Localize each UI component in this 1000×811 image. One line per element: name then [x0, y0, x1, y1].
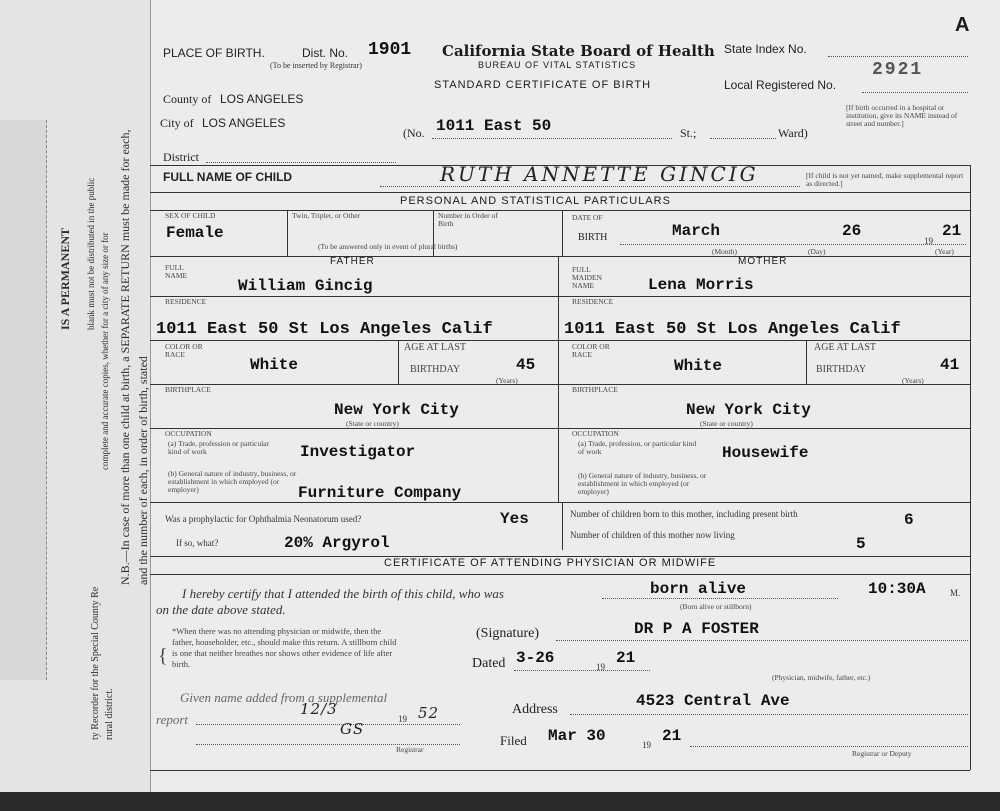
- supplemental-year-prefix: 19: [398, 714, 407, 724]
- sex-label: SEX OF CHILD: [165, 211, 216, 220]
- report-label: report: [156, 712, 189, 727]
- twin-label: Twin, Triplet, or Other: [292, 211, 361, 220]
- children-living: 5: [856, 535, 866, 553]
- birth-month: March: [672, 222, 721, 240]
- supplemental-date: 12/3: [300, 700, 338, 718]
- year-caption: (Year): [935, 247, 954, 256]
- supplemental-year: 52: [418, 704, 440, 722]
- father-residence-label: RESIDENCE: [165, 297, 207, 306]
- signature-label: (Signature): [476, 626, 539, 641]
- supplemental-line1: Given name added from a supplemental: [180, 690, 388, 705]
- prophylactic-answer: Yes: [500, 510, 529, 528]
- dist-label: Dist. No.: [302, 46, 349, 60]
- sex: Female: [166, 224, 224, 242]
- mother-occupation: Housewife: [722, 444, 809, 462]
- certify-statement2: on the date above stated.: [156, 602, 286, 617]
- filed-label: Filed: [500, 733, 527, 748]
- county: LOS ANGELES: [220, 92, 304, 106]
- father-occupation: Investigator: [300, 443, 416, 461]
- children-born: 6: [904, 511, 914, 529]
- state-index-label: State Index No.: [724, 42, 807, 56]
- father-birthplace-label: BIRTHPLACE: [165, 385, 211, 394]
- side-note-partial2: ty Recorder for the Special County Re: [90, 586, 101, 740]
- county-label: County of: [163, 92, 212, 106]
- father-occ-b-label: (b) General nature of industry, business, or establishment in which employed (or employer): [168, 469, 297, 494]
- physician-address: 4523 Central Ave: [636, 692, 790, 710]
- mother-name: Lena Morris: [648, 276, 754, 294]
- father-color: White: [250, 356, 299, 374]
- day-caption: (Day): [808, 247, 826, 256]
- birth-day: 26: [842, 222, 862, 240]
- mother-color-label: COLOR OR RACE: [572, 342, 610, 359]
- mother-occupation-label: OCCUPATION: [572, 429, 619, 438]
- city-label: City of: [160, 116, 194, 130]
- father-age-label: AGE AT LAST: [404, 342, 467, 353]
- dist-note: (To be inserted by Registrar): [270, 61, 362, 70]
- children-living-label: Number of children of this mother now living: [570, 530, 735, 540]
- father-age: 45: [516, 356, 536, 374]
- district-label: District: [163, 150, 199, 164]
- father-name: William Gincig: [238, 277, 373, 295]
- dated-year-prefix: 19: [596, 662, 605, 672]
- birth-time: 10:30A: [868, 580, 926, 598]
- dist-no: 1901: [368, 40, 412, 60]
- unnamed-note: [If child is not yet named, make supplemental report as directed.]: [806, 171, 964, 188]
- mother-occ-b-label: (b) General nature of industry, business, or establishment in which employed (or employer): [578, 471, 707, 496]
- side-note-line2: and the number of each, in order of birth, stated: [136, 356, 150, 585]
- father-name-label: FULL NAME: [165, 263, 188, 280]
- father-heading: FATHER: [330, 256, 375, 267]
- bureau: BUREAU OF VITAL STATISTICS: [478, 60, 637, 70]
- child-name-label: FULL NAME OF CHILD: [163, 170, 293, 184]
- father-residence: 1011 East 50 St Los Angeles Calif: [156, 320, 493, 339]
- supplemental-registrar-caption: Registrar: [396, 745, 424, 754]
- plural-note: (To be answered only in event of plural births): [318, 242, 458, 251]
- city: LOS ANGELES: [202, 116, 286, 130]
- mother-occ-a-label: (a) Trade, profession, or particular kind of work: [578, 439, 697, 456]
- father-occupation-label: OCCUPATION: [165, 429, 212, 438]
- supplemental-initials: GS: [340, 720, 365, 738]
- father-employer: Furniture Company: [298, 484, 462, 502]
- birth-year: 21: [942, 222, 962, 240]
- birth-year-prefix: 19: [924, 236, 933, 246]
- ifso-label: If so, what?: [176, 538, 219, 548]
- filed-date: Mar 30: [548, 727, 606, 745]
- side-note-partial3: rural district.: [104, 688, 115, 740]
- order-label: Number in Order of Birth: [438, 211, 498, 228]
- dated-label: Dated: [472, 656, 506, 671]
- mother-color: White: [674, 357, 723, 375]
- date-label: DATE OF: [572, 213, 603, 222]
- child-name: RUTH ANNETTE GINCIG: [440, 162, 759, 186]
- birth-certificate: N.B.—In case of more than one child at birth, a SEPARATE RETURN must be made for each, and the number of each, in order of birth, stated blank must not be distributed in the public complete and accurate copies, whether for a city of any size or for IS A PERMANENT ty Recorder for the Special County Re rural district. A PLACE OF BIRTH. Dist. No. 1901 (To be inserted by Registrar) California State Board of Health BUREAU OF VITAL STATISTICS STANDARD CERTIFICATE OF BIRTH State Index No. Local Registered No. 2921 County of LOS ANGELES City of LOS ANGELES District (No. 1011 East 50 St.; Ward) [If birth occurred in a hospital or institution, give its NAME instead of street and number.] FULL NAME OF CHILD RUTH ANNETTE GINCIG [If child is not yet named, make supplemental report as directed.] PERSONAL AND STATISTICAL PARTICULARS SEX OF CHILD Female Twin, Triplet, or Other Number in Order of Birth (To be answered only in event of plural births) DATE OF BIRTH March 26 19 21 (Month) (Day) (Year) FATHER MOTHER FULL NAME William Gincig FULL MAIDEN NAME Lena Morris RESIDENCE 1011 East 50 St Los Angeles Calif RESIDENCE 1011 East 50 St Los Angeles Calif COLOR OR RACE White AGE AT LAST BIRTHDAY 45 (Years) COLOR OR RACE White AGE AT LAST BIRTHDAY 41 (Years) BIRTHPLACE New York City (State or country) BIRTHPLACE New York City (State or country) OCCUPATION (a) Trade, profession or particular kind of work Investigator (b) General nature of industry, business, or establishment in which employed (or employer) Furniture Company OCCUPATION (a) Trade, profession, or particular kind of work Housewife (b) General nature of industry, business, or establishment in which employed (or employer) Was a prophylactic for Ophthalmia Neonatorum used? Yes If so, what? 20% Argyrol Number of children born to this mother, including present birth 6 Number of children of this mother now living 5 CERTIFICATE OF ATTENDING PHYSICIAN OR MIDWIFE I hereby certify that I attended the birth of this child, who was on the date above stated. born alive (Born alive or stillborn) 10:30A M. { *When there was no attending physician or midwife, then the father, householder, etc., should make this return. A stillborn child is one that neither breathes nor shows other evidence of life after birth. (Signature) DR P A FOSTER Dated 3-26 19 21 (Physician, midwife, father, etc.) Given name added from a supplemental report 12/3 19 52 GS Registrar Address 4523 Central Ave Filed Mar 30 19 21 Registrar or Deputy: [0, 0, 1000, 811]
- address: 1011 East 50: [436, 117, 552, 135]
- side-note-partial1: IS A PERMANENT: [58, 227, 72, 330]
- birth-time-suffix: M.: [950, 588, 961, 598]
- torn-edge: [0, 120, 47, 680]
- mother-residence-label: RESIDENCE: [572, 297, 614, 306]
- hospital-note: [If birth occurred in a hospital or institution, give its NAME instead of street and number.]: [846, 103, 958, 128]
- father-birthday-label: BIRTHDAY: [410, 364, 461, 375]
- filed-year-prefix: 19: [642, 740, 651, 750]
- father-birthplace: New York City: [334, 401, 459, 419]
- side-note-line4: complete and accurate copies, whether for a city of any size or for: [100, 232, 110, 470]
- children-born-label: Number of children born to this mother, including present birth: [570, 509, 798, 519]
- father-color-label: COLOR OR RACE: [165, 342, 203, 359]
- registrar-caption: Registrar or Deputy: [852, 749, 912, 758]
- physician-caption: (Physician, midwife, father, etc.): [772, 673, 871, 682]
- mother-years-caption: (Years): [902, 376, 924, 385]
- dated-year: 21: [616, 649, 636, 667]
- month-caption: (Month): [712, 247, 737, 256]
- no-label: (No.: [403, 126, 425, 140]
- place-label: PLACE OF BIRTH.: [163, 46, 265, 60]
- scan-border: [0, 792, 1000, 811]
- board-title: California State Board of Health: [442, 42, 715, 60]
- born-caption: (Born alive or stillborn): [680, 602, 752, 611]
- certificate-type: STANDARD CERTIFICATE OF BIRTH: [434, 79, 652, 91]
- father-years-caption: (Years): [496, 376, 518, 385]
- mother-name-label: FULL MAIDEN NAME: [572, 265, 602, 290]
- mother-age: 41: [940, 356, 960, 374]
- mother-birthplace: New York City: [686, 401, 811, 419]
- side-note-line1: N.B.—In case of more than one child at birth, a SEPARATE RETURN must be made for each,: [118, 129, 132, 585]
- mother-age-label: AGE AT LAST: [814, 342, 877, 353]
- certify-statement1: I hereby certify that I attended the birth of this child, who was: [182, 586, 504, 601]
- prophylactic-what: 20% Argyrol: [284, 534, 390, 552]
- address-label: Address: [512, 702, 558, 717]
- mother-birthplace-label: BIRTHPLACE: [572, 385, 618, 394]
- dated: 3-26: [516, 649, 555, 667]
- filed-year: 21: [662, 727, 682, 745]
- no-physician-note: *When there was no attending physician or midwife, then the father, householder, etc., should make this return. A stillborn child is one that neither breathes nor shows other evidence of life after birth.: [172, 626, 397, 669]
- prophylactic-question: Was a prophylactic for Ophthalmia Neonatorum used?: [165, 514, 362, 524]
- particulars-title: PERSONAL AND STATISTICAL PARTICULARS: [400, 195, 671, 207]
- mother-residence: 1011 East 50 St Los Angeles Calif: [564, 320, 901, 339]
- corner-letter: A: [955, 14, 970, 36]
- st-label: St.;: [680, 126, 697, 140]
- birth-label: BIRTH: [578, 232, 608, 243]
- born-status: born alive: [650, 580, 747, 598]
- father-state-caption: (State or country): [346, 419, 399, 428]
- certificate-title: CERTIFICATE OF ATTENDING PHYSICIAN OR MIDWIFE: [384, 557, 717, 569]
- local-reg-label: Local Registered No.: [724, 78, 837, 92]
- ward-label: Ward): [778, 126, 808, 140]
- mother-state-caption: (State or country): [700, 419, 753, 428]
- signature: DR P A FOSTER: [634, 620, 759, 638]
- side-note-line3: blank must not be distributed in the public: [86, 177, 96, 330]
- mother-heading: MOTHER: [738, 256, 788, 267]
- mother-birthday-label: BIRTHDAY: [816, 364, 867, 375]
- father-occ-a-label: (a) Trade, profession or particular kind of work: [168, 439, 270, 456]
- local-reg-no: 2921: [872, 60, 924, 80]
